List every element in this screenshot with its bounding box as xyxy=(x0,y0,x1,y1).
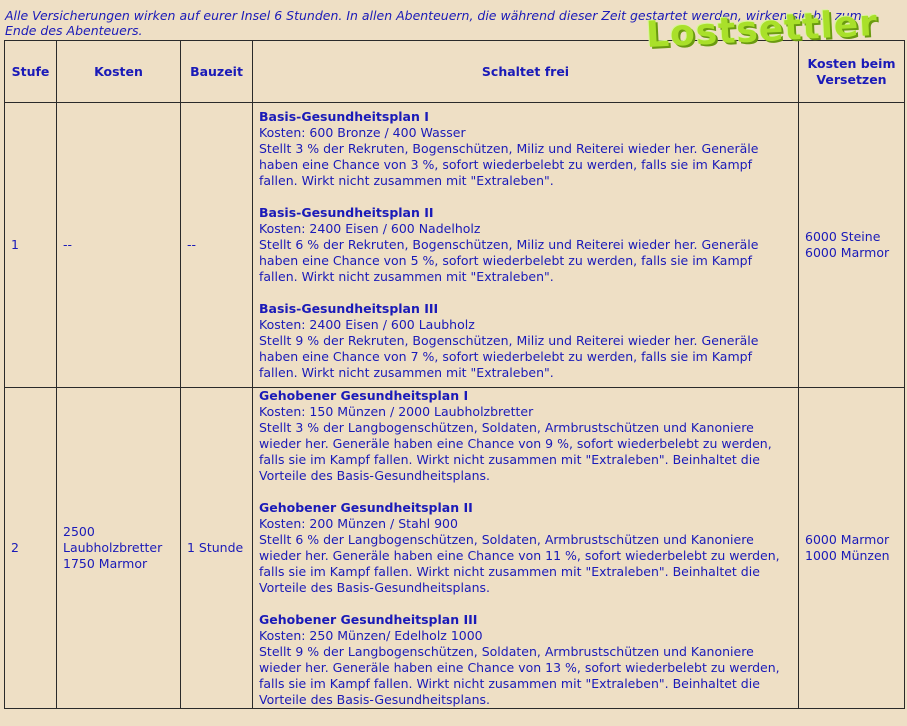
plan-description: Stellt 3 % der Rekruten, Bogenschützen, Miliz und Reiterei wieder her. Generäle haben eine Chance von 3 %, sofort wiederbelebt zu werden, falls sie im Kampf fallen. Wirkt nicht zusammen mit "Extraleben". xyxy=(259,141,759,188)
plan-title: Gehobener Gesundheitsplan I xyxy=(259,388,469,403)
plan-title: Gehobener Gesundheitsplan II xyxy=(259,500,473,515)
move-cost-cell xyxy=(799,388,905,709)
plan-cost: Kosten: 200 Münzen / Stahl 900 xyxy=(259,516,458,531)
plan-title: Basis-Gesundheitsplan III xyxy=(259,301,439,316)
move-cost-cell xyxy=(799,103,905,388)
table-row xyxy=(5,388,905,709)
level-cell: 2 xyxy=(5,388,57,709)
plan-entry xyxy=(259,612,792,708)
insurance-table xyxy=(4,40,905,709)
cost-cell: -- xyxy=(57,103,181,388)
column-header-cost: Kosten xyxy=(57,41,181,103)
column-header-level: Stufe xyxy=(5,41,57,103)
build-time-cell: -- xyxy=(181,103,253,388)
plan-description: Stellt 6 % der Rekruten, Bogenschützen, Miliz und Reiterei wieder her. Generäle haben eine Chance von 5 %, sofort wiederbelebt zu werden, falls sie im Kampf fallen. Wirkt nicht zusammen mit "Extraleben". xyxy=(259,237,759,284)
plan-title: Gehobener Gesundheitsplan III xyxy=(259,612,478,627)
intro-text: Alle Versicherungen wirken auf eurer Insel 6 Stunden. In allen Abenteuern, die während dieser Zeit gestartet werden, wirken sie bis zum Ende des Abenteuers. xyxy=(5,8,862,38)
move-cost-line: 6000 Marmor xyxy=(805,245,890,260)
plan-title: Basis-Gesundheitsplan I xyxy=(259,109,429,124)
plan-entry xyxy=(259,205,792,285)
plan-entry xyxy=(259,109,792,189)
plan-cost: Kosten: 600 Bronze / 400 Wasser xyxy=(259,125,466,140)
plan-entry xyxy=(259,301,792,381)
plan-cost: Kosten: 250 Münzen/ Edelholz 1000 xyxy=(259,628,483,643)
plan-description: Stellt 6 % der Langbogenschützen, Soldaten, Armbrustschützen und Kanoniere wieder her. Generäle haben eine Chance von 11 %, sofort wiederbelebt zu werden, falls sie im Kampf fallen. Wirkt nicht zusammen mit "Extraleben". Beinhaltet die Vorteile des Basis-Gesundheitsplans. xyxy=(259,532,780,595)
cost-cell: 2500 Laubholzbretter 1750 Marmor xyxy=(57,388,181,709)
level-cell: 1 xyxy=(5,103,57,388)
plan-entry xyxy=(259,388,792,484)
plan-entry xyxy=(259,500,792,596)
unlocks-cell xyxy=(253,388,799,709)
plan-cost: Kosten: 2400 Eisen / 600 Laubholz xyxy=(259,317,475,332)
move-cost-line: 1000 Münzen xyxy=(805,548,890,563)
plan-description: Stellt 3 % der Langbogenschützen, Soldaten, Armbrustschützen und Kanoniere wieder her. Generäle haben eine Chance von 9 %, sofort wiederbelebt zu werden, falls sie im Kampf fallen. Wirkt nicht zusammen mit "Extraleben". Beinhaltet die Vorteile des Basis-Gesundheitsplans. xyxy=(259,420,772,483)
unlocks-cell xyxy=(253,103,799,388)
column-header-unlocks: Schaltet frei xyxy=(253,41,799,103)
column-header-move-cost: Kosten beim Versetzen xyxy=(799,41,905,103)
column-header-build-time: Bauzeit xyxy=(181,41,253,103)
table-header-row xyxy=(5,41,905,103)
plan-description: Stellt 9 % der Langbogenschützen, Soldaten, Armbrustschützen und Kanoniere wieder her. Generäle haben eine Chance von 13 %, sofort wiederbelebt zu werden, falls sie im Kampf fallen. Wirkt nicht zusammen mit "Extraleben". Beinhaltet die Vorteile des Basis-Gesundheitsplans. xyxy=(259,644,780,707)
plan-description: Stellt 9 % der Rekruten, Bogenschützen, Miliz und Reiterei wieder her. Generäle haben eine Chance von 7 %, sofort wiederbelebt zu werden, falls sie im Kampf fallen. Wirkt nicht zusammen mit "Extraleben". xyxy=(259,333,759,380)
build-time-cell: 1 Stunde xyxy=(181,388,253,709)
site-logo[interactable]: Lostsettler xyxy=(645,2,879,57)
plan-title: Basis-Gesundheitsplan II xyxy=(259,205,434,220)
plan-cost: Kosten: 2400 Eisen / 600 Nadelholz xyxy=(259,221,481,236)
table-row xyxy=(5,103,905,388)
move-cost-line: 6000 Marmor xyxy=(805,532,890,547)
plan-cost: Kosten: 150 Münzen / 2000 Laubholzbretter xyxy=(259,404,534,419)
move-cost-line: 6000 Steine xyxy=(805,229,881,244)
